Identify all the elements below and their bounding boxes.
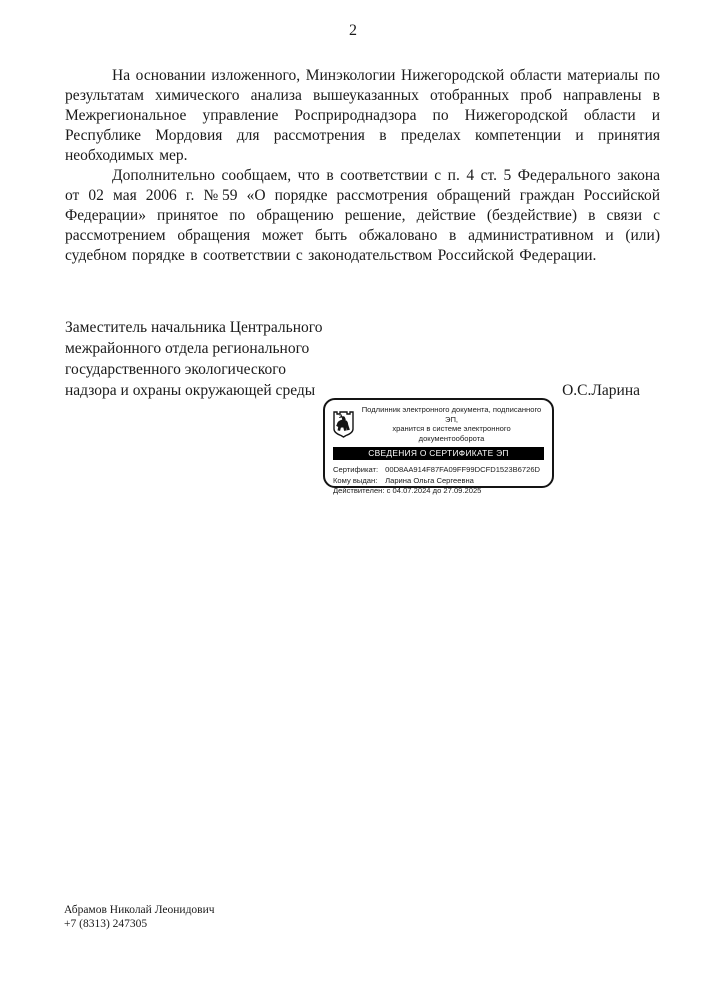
page-number: 2 — [349, 22, 357, 39]
stamp-certificate-fields — [333, 465, 544, 497]
signature-position-title — [65, 317, 322, 401]
certificate-field-value: 00D8AA914F87FA09FF99DCFD1523B6726D — [385, 465, 541, 474]
deer-coat-of-arms-icon — [333, 411, 354, 438]
paragraph: На основании изложенного, Минэкологии Нижегородской области материалы по результатам химического анализа вышеуказанных отобранных проб направлены в Межрегиональное управление Росприроднадзора по Нижегородской области и Республике Мордовия для рассмотрения в пределах компетенции и принятия необходимых мер. — [65, 67, 660, 164]
stamp-certificate-band: СВЕДЕНИЯ О СЕРТИФИКАТЕ ЭП — [333, 447, 544, 460]
certificate-field-label: Сертификат: — [333, 465, 379, 474]
electronic-signature-stamp — [323, 398, 554, 495]
certificate-field-label: Кому выдан: — [333, 475, 378, 485]
signature-position-line: Заместитель начальника Центрального — [65, 319, 323, 336]
document-body — [65, 66, 660, 266]
signature-position-line: государственного экологического — [65, 361, 287, 378]
signature-position-line: межрайонного отдела регионального — [65, 340, 310, 357]
stamp-header-text — [359, 405, 544, 443]
stamp-header-line: Подлинник электронного документа, подписанного ЭП, — [361, 405, 542, 424]
stamp-header — [333, 405, 544, 443]
stamp-header-line: хранится в системе электронного документооборота — [392, 424, 511, 443]
contact-name: Абрамов Николай Леонидович — [64, 904, 215, 916]
signatory-name: О.С.Ларина — [562, 382, 640, 399]
signature-block — [65, 317, 640, 401]
paragraph: Дополнительно сообщаем, что в соответствии с п. 4 ст. 5 Федерального закона от 02 мая 2006 г. №59 «О порядке рассмотрения обращений граждан Российской Федерации» принятое по обращению решение, действие (бездействие) в связи с рассмотрением обращения может быть обжаловано в административном и (или) судебном порядке в соответствии с законодательством Российской Федерации. — [65, 167, 660, 264]
certificate-field-label: Действителен: — [333, 486, 385, 495]
certificate-field-value: с 04.07.2024 до 27.09.2025 — [386, 486, 482, 495]
certificate-field — [333, 486, 544, 497]
contact-phone: +7 (8313) 247305 — [64, 918, 148, 930]
certificate-field-value: Ларина Ольга Сергеевна — [385, 475, 474, 485]
footer-contact — [64, 903, 215, 931]
certificate-field — [333, 465, 544, 476]
signature-position-line: надзора и охраны окружающей среды — [65, 382, 316, 399]
certificate-field — [333, 476, 544, 487]
